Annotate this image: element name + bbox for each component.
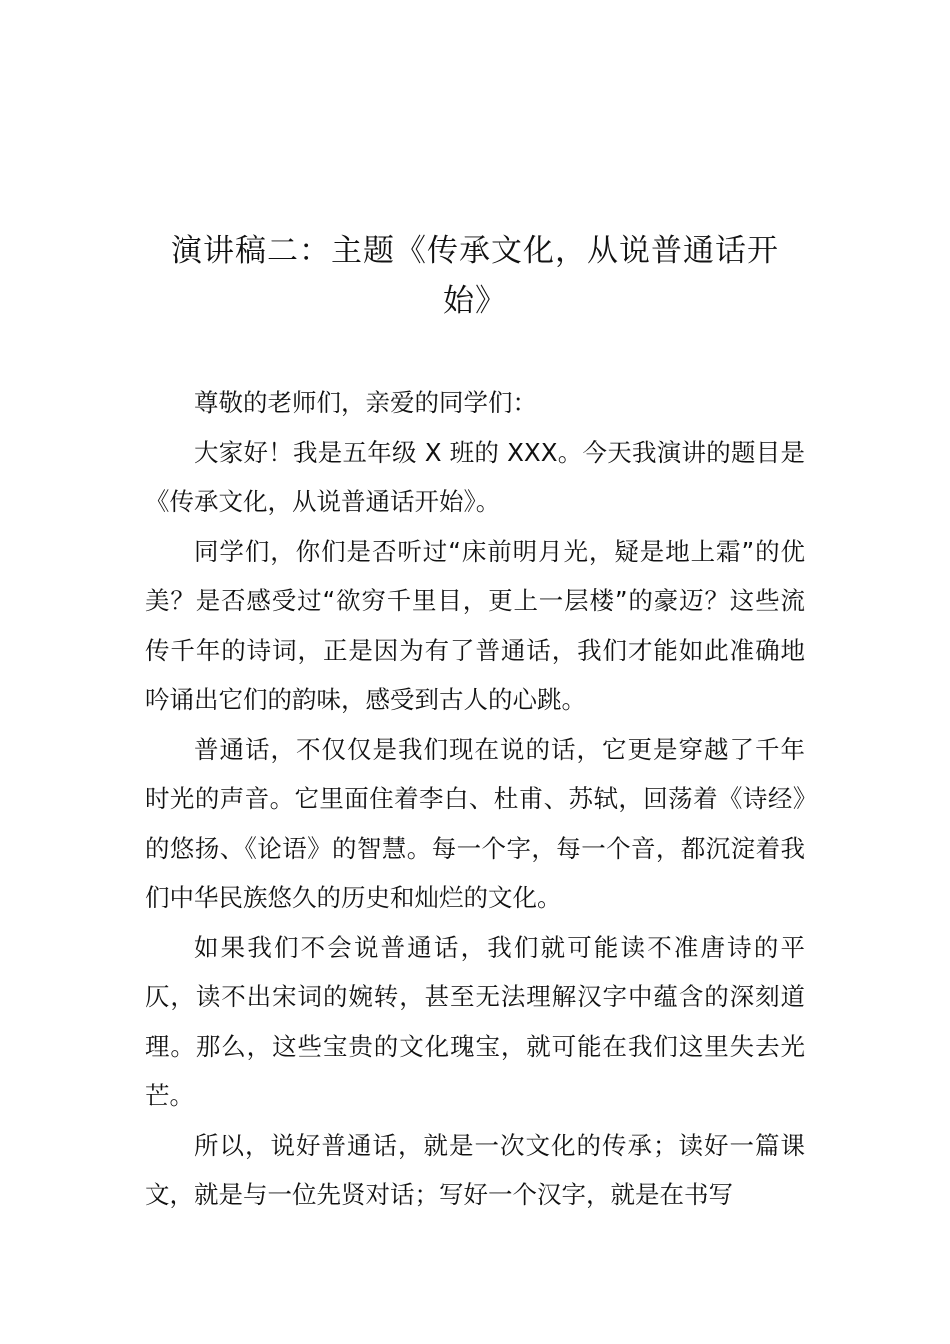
putonghua-paragraph: 普通话，不仅仅是我们现在说的话，它更是穿越了千年时光的声音。它里面住着李白、杜甫、苏轼，回荡着《诗经》的悠扬、《论语》的智慧。每一个字，每一个音，都沉淀着我们中华民族悠久的历史和灿烂的文化。 bbox=[145, 734, 805, 912]
greeting-paragraph: 大家好！我是五年级 X 班的 XXX。今天我演讲的题目是《传承文化，从说普通话开始》。 bbox=[145, 437, 805, 516]
title-line-2: 始》 bbox=[443, 283, 507, 319]
consequence-paragraph: 如果我们不会说普通话，我们就可能读不准唐诗的平仄，读不出宋词的婉转，甚至无法理解汉字中蕴含的深刻道理。那么，这些宝贵的文化瑰宝，就可能在我们这里失去光芒。 bbox=[145, 932, 805, 1110]
salutation-paragraph: 尊敬的老师们，亲爱的同学们： bbox=[194, 388, 537, 417]
poetry-paragraph: 同学们，你们是否听过“床前明月光，疑是地上霜”的优美？是否感受过“欲穷千里目，更上一层楼”的豪迈？这些流传千年的诗词，正是因为有了普通话，我们才能如此准确地吟诵出它们的韵味，感受到古人的心跳。 bbox=[145, 536, 805, 714]
speech-body bbox=[145, 378, 805, 1220]
title-line-1: 演讲稿二：主题《传承文化，从说普通话开 bbox=[171, 233, 779, 269]
conclusion-paragraph: 所以，说好普通话，就是一次文化的传承；读好一篇课文，就是与一位先贤对话；写好一个汉字，就是在书写 bbox=[145, 1130, 805, 1209]
document-title bbox=[145, 226, 805, 326]
